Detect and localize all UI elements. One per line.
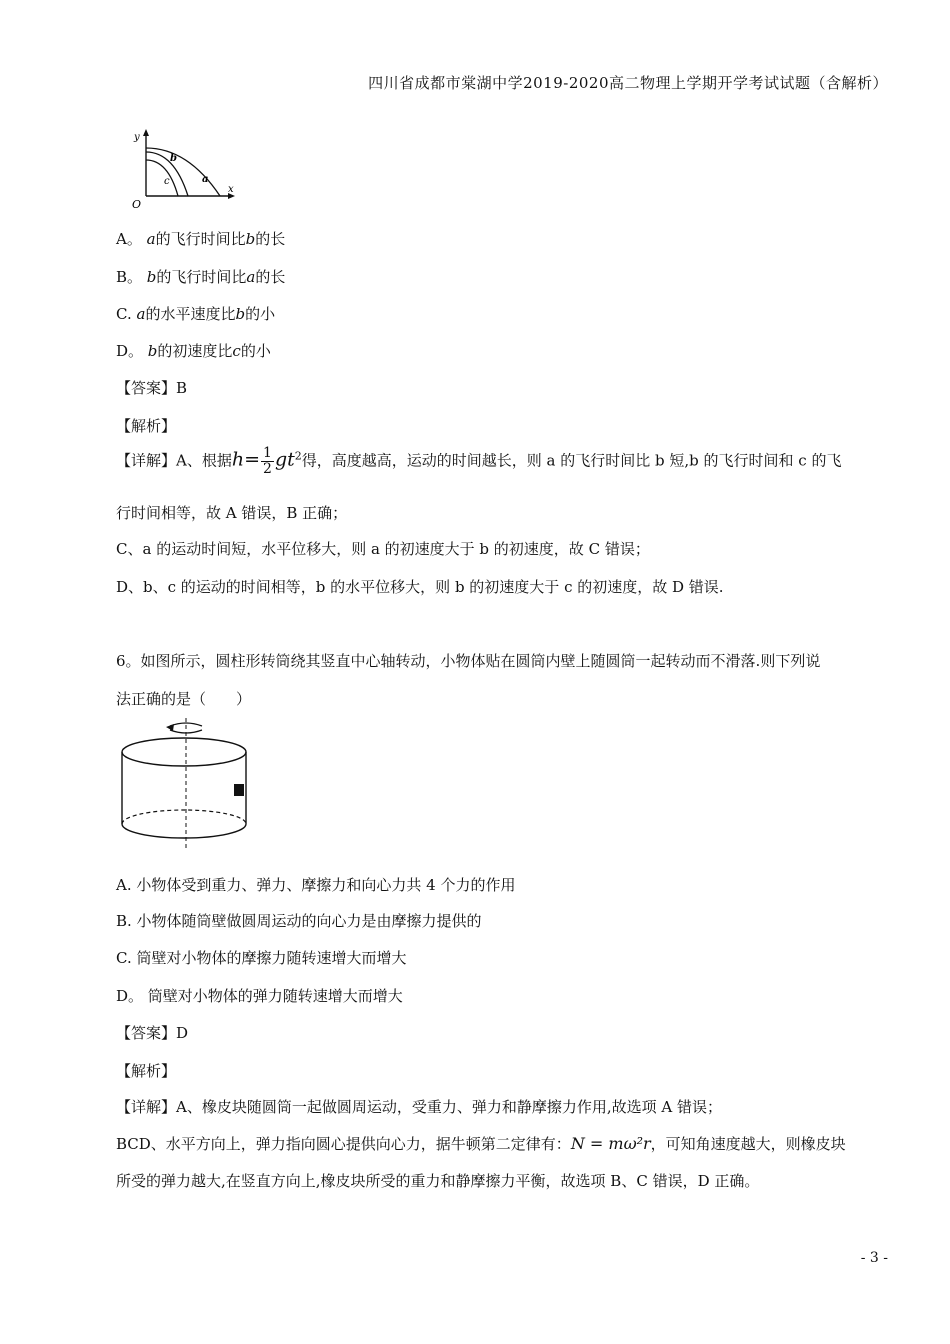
q6-detail-2: BCD、水平方向上，弹力指向圆心提供向心力，据牛顿第二定律有：N = mω²r，可知角速度越大，则橡皮块 bbox=[116, 1134, 846, 1153]
graph-label-o: O bbox=[132, 198, 142, 210]
q6-option-a: A. 小物体受到重力、弹力、摩擦力和向心力共 4 个力的作用 bbox=[116, 876, 516, 894]
q6-option-c: C. 筒壁对小物体的摩擦力随转速增大而增大 bbox=[116, 949, 407, 967]
page-header: 四川省成都市棠湖中学2019-2020高二物理上学期开学考试试题（含解析） bbox=[368, 74, 888, 92]
graph-label-a: a bbox=[202, 174, 209, 185]
graph-label-c: c bbox=[164, 176, 170, 187]
graph-label-b: b bbox=[170, 153, 177, 164]
q6-option-d: D。 筒壁对小物体的弹力随转速增大而增大 bbox=[116, 987, 403, 1005]
fraction-half: $\frac{1}{2}$ bbox=[263, 445, 272, 477]
q6-detail-3: 所受的弹力越大,在竖直方向上,橡皮块所受的重力和静摩擦力平衡，故选项 B、C 错误，D 正确。 bbox=[116, 1172, 760, 1190]
graph-label-x: x bbox=[228, 184, 234, 195]
q6-option-b: B. 小物体随筒壁做圆周运动的向心力是由摩擦力提供的 bbox=[116, 912, 482, 930]
q5-answer: 【答案】B bbox=[116, 379, 188, 397]
q6-answer: 【答案】D bbox=[116, 1024, 189, 1042]
q5-detail-2: C、a 的运动时间短，水平位移大，则 a 的初速度大于 b 的初速度，故 C 错误； bbox=[116, 540, 650, 558]
q6-stem-2: 法正确的是（ ） bbox=[116, 690, 252, 708]
q5-detail-1: 【详解】A、根据h= $\frac{1}{2}$ $gt^2$得，高度越高，运动的时间越长，则 a 的飞行时间比 b 短,b 的飞行时间和 c 的飞 bbox=[116, 445, 842, 477]
q5-option-d: D。 b的初速度比c的小 bbox=[116, 342, 271, 360]
q5-detail-3: D、b、c 的运动的时间相等，b 的水平位移大，则 b 的初速度大于 c 的初速度，故 D 错误. bbox=[116, 578, 724, 596]
q6-analysis-heading: 【解析】 bbox=[116, 1062, 177, 1080]
rotating-cylinder-diagram bbox=[114, 716, 254, 852]
q5-option-c: C. a的水平速度比b的小 bbox=[116, 305, 276, 323]
page-number: - 3 - bbox=[860, 1250, 888, 1266]
graph-label-y: y bbox=[134, 132, 140, 143]
q6-stem-1: 6。如图所示，圆柱形转筒绕其竖直中心轴转动，小物体贴在圆筒内壁上随圆筒一起转动而不滑落.则下列说 bbox=[116, 652, 821, 670]
q5-option-a: A。 a的飞行时间比b的长 bbox=[116, 230, 286, 248]
q6-detail-1: 【详解】A、橡皮块随圆筒一起做圆周运动，受重力、弹力和静摩擦力作用,故选项 A 错误； bbox=[116, 1098, 722, 1116]
trajectory-graph bbox=[128, 126, 240, 210]
q5-option-b: B。 b的飞行时间比a的长 bbox=[116, 268, 286, 286]
small-block bbox=[234, 784, 244, 796]
q5-analysis-heading: 【解析】 bbox=[116, 417, 177, 435]
q5-detail-1-cont: 行时间相等，故 A 错误，B 正确； bbox=[116, 504, 348, 522]
